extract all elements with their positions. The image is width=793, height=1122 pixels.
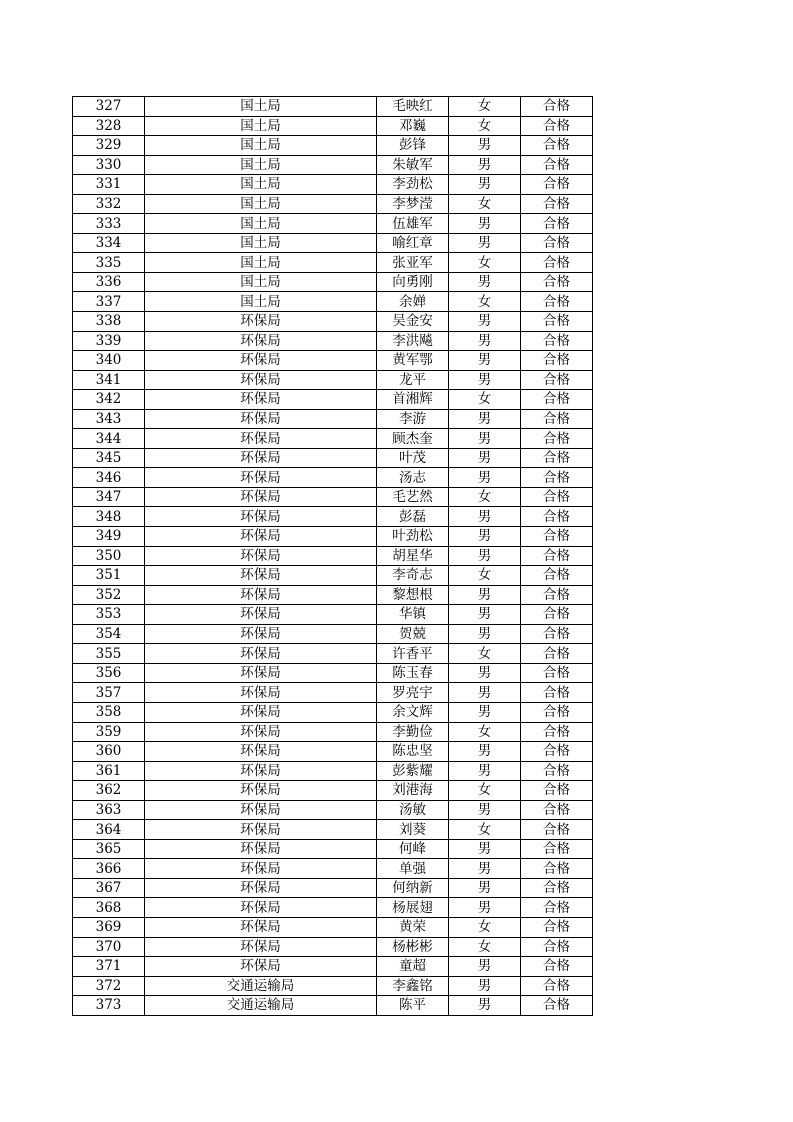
result-cell: 合格	[521, 155, 593, 175]
department-cell: 交通运输局	[145, 996, 377, 1016]
gender-cell: 男	[449, 605, 521, 625]
name-cell: 余婵	[377, 292, 449, 312]
row-number-cell: 358	[73, 702, 145, 722]
name-cell: 单强	[377, 859, 449, 879]
department-cell: 国土局	[145, 136, 377, 156]
department-cell: 环保局	[145, 839, 377, 859]
table-row	[73, 702, 593, 722]
name-cell: 童超	[377, 957, 449, 977]
gender-cell: 男	[449, 233, 521, 253]
gender-cell: 女	[449, 917, 521, 937]
result-cell: 合格	[521, 761, 593, 781]
result-cell: 合格	[521, 448, 593, 468]
row-number-cell: 363	[73, 800, 145, 820]
row-number-cell: 336	[73, 272, 145, 292]
result-cell: 合格	[521, 800, 593, 820]
name-cell: 汤志	[377, 468, 449, 488]
row-number-cell: 338	[73, 312, 145, 332]
gender-cell: 男	[449, 585, 521, 605]
row-number-cell: 334	[73, 233, 145, 253]
name-cell: 黄军鄂	[377, 351, 449, 371]
gender-cell: 女	[449, 722, 521, 742]
name-cell: 李奇志	[377, 566, 449, 586]
name-cell: 张亚军	[377, 253, 449, 273]
table-row	[73, 155, 593, 175]
name-cell: 贺兢	[377, 624, 449, 644]
gender-cell: 男	[449, 742, 521, 762]
name-cell: 喻红章	[377, 233, 449, 253]
name-cell: 李游	[377, 409, 449, 429]
gender-cell: 男	[449, 214, 521, 234]
department-cell: 环保局	[145, 585, 377, 605]
department-cell: 国土局	[145, 253, 377, 273]
row-number-cell: 373	[73, 996, 145, 1016]
row-number-cell: 362	[73, 781, 145, 801]
row-number-cell: 352	[73, 585, 145, 605]
table-row	[73, 976, 593, 996]
table-row	[73, 409, 593, 429]
result-cell: 合格	[521, 468, 593, 488]
name-cell: 黄荣	[377, 917, 449, 937]
result-cell: 合格	[521, 331, 593, 351]
table-row	[73, 800, 593, 820]
gender-cell: 男	[449, 957, 521, 977]
row-number-cell: 335	[73, 253, 145, 273]
gender-cell: 女	[449, 253, 521, 273]
table-row	[73, 663, 593, 683]
row-number-cell: 331	[73, 175, 145, 195]
row-number-cell: 330	[73, 155, 145, 175]
result-cell: 合格	[521, 937, 593, 957]
gender-cell: 男	[449, 800, 521, 820]
gender-cell: 男	[449, 527, 521, 547]
row-number-cell: 353	[73, 605, 145, 625]
name-cell: 伍雄军	[377, 214, 449, 234]
table-row	[73, 781, 593, 801]
department-cell: 环保局	[145, 605, 377, 625]
department-cell: 环保局	[145, 722, 377, 742]
table-row	[73, 136, 593, 156]
result-cell: 合格	[521, 175, 593, 195]
name-cell: 李勤俭	[377, 722, 449, 742]
gender-cell: 男	[449, 331, 521, 351]
department-cell: 国土局	[145, 214, 377, 234]
department-cell: 环保局	[145, 546, 377, 566]
row-number-cell: 333	[73, 214, 145, 234]
gender-cell: 女	[449, 292, 521, 312]
department-cell: 环保局	[145, 624, 377, 644]
department-cell: 环保局	[145, 937, 377, 957]
result-cell: 合格	[521, 644, 593, 664]
table-row	[73, 312, 593, 332]
table-row	[73, 487, 593, 507]
result-cell: 合格	[521, 487, 593, 507]
result-cell: 合格	[521, 742, 593, 762]
department-cell: 环保局	[145, 507, 377, 527]
row-number-cell: 340	[73, 351, 145, 371]
department-cell: 国土局	[145, 194, 377, 214]
name-cell: 首湘辉	[377, 390, 449, 410]
result-cell: 合格	[521, 820, 593, 840]
department-cell: 环保局	[145, 878, 377, 898]
gender-cell: 女	[449, 116, 521, 136]
department-cell: 国土局	[145, 175, 377, 195]
result-cell: 合格	[521, 351, 593, 371]
name-cell: 许香平	[377, 644, 449, 664]
department-cell: 环保局	[145, 370, 377, 390]
name-cell: 叶劲松	[377, 527, 449, 547]
gender-cell: 男	[449, 448, 521, 468]
name-cell: 叶茂	[377, 448, 449, 468]
department-cell: 环保局	[145, 781, 377, 801]
table-row	[73, 605, 593, 625]
department-cell: 环保局	[145, 644, 377, 664]
name-cell: 杨展翅	[377, 898, 449, 918]
table-row	[73, 957, 593, 977]
gender-cell: 女	[449, 644, 521, 664]
department-cell: 环保局	[145, 663, 377, 683]
gender-cell: 男	[449, 898, 521, 918]
result-cell: 合格	[521, 781, 593, 801]
department-cell: 环保局	[145, 957, 377, 977]
results-table	[72, 96, 593, 1016]
table-row	[73, 468, 593, 488]
table-row	[73, 937, 593, 957]
row-number-cell: 359	[73, 722, 145, 742]
row-number-cell: 365	[73, 839, 145, 859]
department-cell: 环保局	[145, 312, 377, 332]
table-row	[73, 390, 593, 410]
gender-cell: 男	[449, 429, 521, 449]
row-number-cell: 348	[73, 507, 145, 527]
table-row	[73, 820, 593, 840]
table-row	[73, 527, 593, 547]
name-cell: 刘葵	[377, 820, 449, 840]
gender-cell: 女	[449, 781, 521, 801]
table-row	[73, 683, 593, 703]
department-cell: 环保局	[145, 566, 377, 586]
department-cell: 环保局	[145, 468, 377, 488]
table-row	[73, 722, 593, 742]
table-row	[73, 761, 593, 781]
result-cell: 合格	[521, 683, 593, 703]
name-cell: 彭紫耀	[377, 761, 449, 781]
table-row	[73, 996, 593, 1016]
result-cell: 合格	[521, 136, 593, 156]
table-row	[73, 644, 593, 664]
department-cell: 交通运输局	[145, 976, 377, 996]
gender-cell: 男	[449, 683, 521, 703]
gender-cell: 女	[449, 487, 521, 507]
table-row	[73, 507, 593, 527]
gender-cell: 女	[449, 97, 521, 117]
result-cell: 合格	[521, 898, 593, 918]
name-cell: 李洪飚	[377, 331, 449, 351]
name-cell: 顾杰奎	[377, 429, 449, 449]
result-cell: 合格	[521, 839, 593, 859]
table-row	[73, 175, 593, 195]
result-cell: 合格	[521, 292, 593, 312]
row-number-cell: 355	[73, 644, 145, 664]
row-number-cell: 371	[73, 957, 145, 977]
name-cell: 刘港海	[377, 781, 449, 801]
gender-cell: 男	[449, 839, 521, 859]
row-number-cell: 332	[73, 194, 145, 214]
table-row	[73, 194, 593, 214]
row-number-cell: 360	[73, 742, 145, 762]
department-cell: 环保局	[145, 429, 377, 449]
row-number-cell: 346	[73, 468, 145, 488]
department-cell: 环保局	[145, 761, 377, 781]
row-number-cell: 372	[73, 976, 145, 996]
table-row	[73, 546, 593, 566]
row-number-cell: 345	[73, 448, 145, 468]
results-table-body	[73, 97, 593, 1016]
row-number-cell: 343	[73, 409, 145, 429]
result-cell: 合格	[521, 194, 593, 214]
gender-cell: 男	[449, 468, 521, 488]
name-cell: 邓巍	[377, 116, 449, 136]
gender-cell: 男	[449, 878, 521, 898]
department-cell: 国土局	[145, 272, 377, 292]
table-row	[73, 429, 593, 449]
row-number-cell: 370	[73, 937, 145, 957]
gender-cell: 男	[449, 663, 521, 683]
department-cell: 国土局	[145, 97, 377, 117]
gender-cell: 男	[449, 624, 521, 644]
table-row	[73, 448, 593, 468]
name-cell: 彭磊	[377, 507, 449, 527]
table-row	[73, 566, 593, 586]
row-number-cell: 357	[73, 683, 145, 703]
result-cell: 合格	[521, 272, 593, 292]
gender-cell: 男	[449, 312, 521, 332]
department-cell: 环保局	[145, 898, 377, 918]
result-cell: 合格	[521, 976, 593, 996]
table-row	[73, 253, 593, 273]
table-row	[73, 292, 593, 312]
name-cell: 黎想根	[377, 585, 449, 605]
name-cell: 陈平	[377, 996, 449, 1016]
result-cell: 合格	[521, 233, 593, 253]
gender-cell: 女	[449, 820, 521, 840]
gender-cell: 男	[449, 175, 521, 195]
result-cell: 合格	[521, 722, 593, 742]
department-cell: 环保局	[145, 390, 377, 410]
result-cell: 合格	[521, 97, 593, 117]
table-row	[73, 917, 593, 937]
row-number-cell: 341	[73, 370, 145, 390]
result-cell: 合格	[521, 957, 593, 977]
name-cell: 陈忠坚	[377, 742, 449, 762]
result-cell: 合格	[521, 917, 593, 937]
row-number-cell: 361	[73, 761, 145, 781]
row-number-cell: 368	[73, 898, 145, 918]
name-cell: 毛艺然	[377, 487, 449, 507]
result-cell: 合格	[521, 312, 593, 332]
result-cell: 合格	[521, 702, 593, 722]
row-number-cell: 329	[73, 136, 145, 156]
row-number-cell: 354	[73, 624, 145, 644]
gender-cell: 男	[449, 370, 521, 390]
gender-cell: 男	[449, 155, 521, 175]
department-cell: 环保局	[145, 487, 377, 507]
table-row	[73, 585, 593, 605]
result-cell: 合格	[521, 624, 593, 644]
result-cell: 合格	[521, 566, 593, 586]
name-cell: 陈玉春	[377, 663, 449, 683]
gender-cell: 男	[449, 136, 521, 156]
gender-cell: 女	[449, 194, 521, 214]
department-cell: 环保局	[145, 859, 377, 879]
result-cell: 合格	[521, 214, 593, 234]
table-row	[73, 878, 593, 898]
row-number-cell: 339	[73, 331, 145, 351]
gender-cell: 男	[449, 761, 521, 781]
row-number-cell: 367	[73, 878, 145, 898]
result-cell: 合格	[521, 370, 593, 390]
result-cell: 合格	[521, 859, 593, 879]
department-cell: 环保局	[145, 527, 377, 547]
row-number-cell: 328	[73, 116, 145, 136]
department-cell: 环保局	[145, 448, 377, 468]
name-cell: 李劲松	[377, 175, 449, 195]
row-number-cell: 342	[73, 390, 145, 410]
table-row	[73, 898, 593, 918]
table-row	[73, 839, 593, 859]
department-cell: 环保局	[145, 917, 377, 937]
result-cell: 合格	[521, 878, 593, 898]
table-row	[73, 742, 593, 762]
name-cell: 朱敏军	[377, 155, 449, 175]
table-row	[73, 859, 593, 879]
gender-cell: 女	[449, 937, 521, 957]
result-cell: 合格	[521, 390, 593, 410]
department-cell: 环保局	[145, 331, 377, 351]
row-number-cell: 356	[73, 663, 145, 683]
gender-cell: 男	[449, 409, 521, 429]
gender-cell: 女	[449, 390, 521, 410]
department-cell: 环保局	[145, 351, 377, 371]
department-cell: 环保局	[145, 800, 377, 820]
result-cell: 合格	[521, 429, 593, 449]
gender-cell: 男	[449, 859, 521, 879]
row-number-cell: 369	[73, 917, 145, 937]
gender-cell: 男	[449, 976, 521, 996]
department-cell: 国土局	[145, 233, 377, 253]
name-cell: 毛映红	[377, 97, 449, 117]
name-cell: 李鑫铭	[377, 976, 449, 996]
table-row	[73, 214, 593, 234]
name-cell: 龙平	[377, 370, 449, 390]
gender-cell: 男	[449, 546, 521, 566]
gender-cell: 男	[449, 507, 521, 527]
name-cell: 何纳新	[377, 878, 449, 898]
result-cell: 合格	[521, 527, 593, 547]
name-cell: 彭锋	[377, 136, 449, 156]
result-cell: 合格	[521, 663, 593, 683]
department-cell: 国土局	[145, 292, 377, 312]
result-cell: 合格	[521, 253, 593, 273]
name-cell: 汤敏	[377, 800, 449, 820]
table-row	[73, 351, 593, 371]
table-row	[73, 116, 593, 136]
row-number-cell: 327	[73, 97, 145, 117]
result-cell: 合格	[521, 605, 593, 625]
department-cell: 环保局	[145, 409, 377, 429]
row-number-cell: 344	[73, 429, 145, 449]
row-number-cell: 349	[73, 527, 145, 547]
department-cell: 环保局	[145, 820, 377, 840]
result-cell: 合格	[521, 116, 593, 136]
result-cell: 合格	[521, 585, 593, 605]
name-cell: 胡星华	[377, 546, 449, 566]
name-cell: 何峰	[377, 839, 449, 859]
row-number-cell: 366	[73, 859, 145, 879]
gender-cell: 男	[449, 996, 521, 1016]
table-row	[73, 97, 593, 117]
name-cell: 杨彬彬	[377, 937, 449, 957]
row-number-cell: 347	[73, 487, 145, 507]
result-cell: 合格	[521, 996, 593, 1016]
name-cell: 李梦滢	[377, 194, 449, 214]
gender-cell: 男	[449, 702, 521, 722]
name-cell: 罗亮宇	[377, 683, 449, 703]
gender-cell: 男	[449, 272, 521, 292]
department-cell: 环保局	[145, 683, 377, 703]
name-cell: 吴金安	[377, 312, 449, 332]
table-row	[73, 272, 593, 292]
row-number-cell: 350	[73, 546, 145, 566]
row-number-cell: 337	[73, 292, 145, 312]
table-row	[73, 233, 593, 253]
result-cell: 合格	[521, 507, 593, 527]
department-cell: 国土局	[145, 116, 377, 136]
name-cell: 向勇刚	[377, 272, 449, 292]
department-cell: 国土局	[145, 155, 377, 175]
row-number-cell: 364	[73, 820, 145, 840]
table-row	[73, 370, 593, 390]
result-cell: 合格	[521, 409, 593, 429]
table-row	[73, 331, 593, 351]
name-cell: 华镇	[377, 605, 449, 625]
department-cell: 环保局	[145, 742, 377, 762]
result-cell: 合格	[521, 546, 593, 566]
gender-cell: 男	[449, 351, 521, 371]
department-cell: 环保局	[145, 702, 377, 722]
gender-cell: 女	[449, 566, 521, 586]
name-cell: 余文辉	[377, 702, 449, 722]
row-number-cell: 351	[73, 566, 145, 586]
table-row	[73, 624, 593, 644]
